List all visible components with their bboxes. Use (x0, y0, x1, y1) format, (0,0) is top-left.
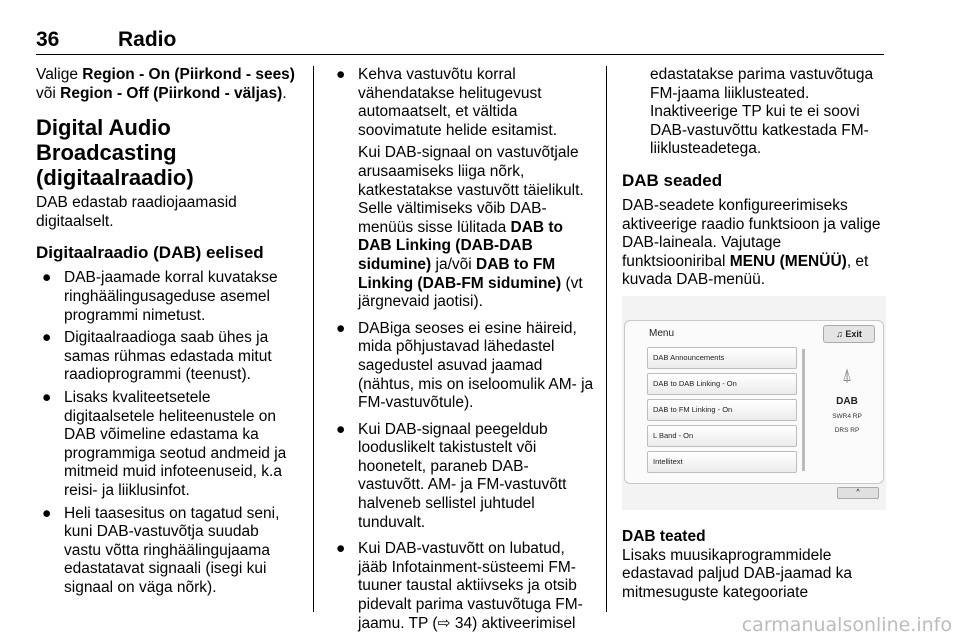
menu-item-dab-announcements[interactable]: DAB Announcements (647, 347, 797, 369)
bullet-icon: ● (42, 329, 52, 347)
menu-title: Menu (649, 328, 675, 339)
dab-dab-linking-option: DAB to DAB Linking (DAB-DAB sidumine) (358, 218, 564, 273)
column-3 (622, 66, 888, 290)
menu-item-dab-to-dab-linking[interactable]: DAB to DAB Linking - On (647, 373, 797, 395)
column-2 (330, 66, 594, 637)
bullet-icon: ● (336, 540, 346, 558)
menu-item-intellitext[interactable]: Intellitext (647, 451, 797, 473)
list-item: ● Kehva vastuvõtu korral vähendatakse helitugevust automaatselt, et vältida soovimatute helide esitamist. (336, 66, 558, 139)
heading-dab: Digital Audio Broadcasting (digitaalraadio) (36, 115, 194, 191)
region-on-option: Region - On (Piirkond - sees) (82, 66, 295, 83)
infotainment-screen (624, 320, 884, 496)
dab-notices-section (622, 528, 888, 602)
linking-paragraph: Kui DAB-signaal on vastuvõtjale arusaamiseks liiga nõrk, katkestatakse vastuvõtt täielikult. Selle vältimiseks võib DAB-menüüs sisse lülitada DAB to DAB Linking (DAB-DAB sidumine) ja/või DAB to FM Linking (DAB-FM sidumine) (vt järgnevaid jaotisi). (358, 144, 584, 311)
arrow-ref-icon: ⇨ (437, 614, 451, 632)
column-1 (36, 66, 298, 601)
bullet-icon: ● (42, 269, 52, 287)
bullet-icon: ● (42, 388, 52, 406)
list-item: ● Heli taasesitus on tagatud seni, kuni DAB-vastuvõtja suudab vastu võtta ringhäälingujaama edastatavat signaali (isegi kui signaal on väga nõrk). (42, 504, 280, 596)
menu-scrollbar[interactable] (802, 349, 805, 471)
chevron-up-icon: ^ (856, 489, 860, 496)
bullet-icon: ● (42, 504, 52, 522)
dab-station-panel (817, 361, 877, 461)
heading-dab-settings: DAB seaded (622, 170, 723, 190)
region-off-option: Region - Off (Piirkond - väljas) (60, 84, 283, 102)
menu-item-l-band[interactable]: L Band - On (647, 425, 797, 447)
bullet-icon: ● (336, 420, 346, 438)
list-item: ● Digitaalraadioga saab ühes ja samas rühmas edastada mitut raadioprogrammi (teenust). (42, 329, 272, 384)
list-item: ● Kui DAB-signaal peegeldub looduslikelt takistustelt või hoonetelt, paraneb DAB-vastuvõtt. AM- ja FM-vastuvõtt halveneb sellistel juhtudel tunduvalt. (336, 420, 567, 531)
dab-intro: DAB edastab raadiojaamasid digitaalselt. (36, 194, 237, 230)
list-item: ● Lisaks kvaliteetsetele digitaalsetele heliteenustele on DAB võimeline edastama ka programmiga seotud andmeid ja mitmeid muid infoteenuseid, k.a reisi- ja liiklusinfot. (42, 388, 287, 499)
page-number: 36 (36, 28, 60, 51)
exit-button[interactable]: ♫ Exit (823, 325, 875, 343)
subheading-dab-notices: DAB teated (622, 528, 706, 545)
list-item: ● DAB-jaamade korral kuvatakse ringhäälingusageduse asemel programmi nimetust. (42, 269, 278, 324)
menu-list (647, 347, 797, 477)
menu-button-label: MENU (MENÜÜ) (729, 252, 847, 270)
section-title: Radio (118, 28, 177, 51)
dab-fm-linking-option: DAB to FM Linking (DAB-FM sidumine) (358, 255, 562, 292)
music-note-icon: ♫ (836, 329, 843, 339)
menu-item-dab-to-fm-linking[interactable]: DAB to FM Linking - On (647, 399, 797, 421)
column-divider-2 (606, 66, 607, 612)
intro-paragraph: Valige Region - On (Piirkond - sees) või Region - Off (Piirkond - väljas). (36, 66, 295, 102)
dab-label: DAB (836, 396, 858, 407)
column-divider-1 (313, 66, 314, 612)
subheading-benefits: Digitaalraadio (DAB) eelised (36, 243, 264, 263)
watermark: carmanualsonline.info (741, 614, 952, 636)
bullet-icon: ● (336, 66, 346, 83)
tp-continued-paragraph: edastatakse parima vastuvõtuga FM-jaama liiklusteated. Inaktiveerige TP kui te ei soovi DAB-vastuvõttu katkestada FM-liiklusteadetega. (650, 66, 874, 158)
station-name-2: DRS RP (834, 427, 860, 434)
settings-paragraph: DAB-seadete konfigureerimiseks aktiveerige raadio funktsioon ja valige DAB-laineala. Vajutage funktsiooniribal MENU (MENÜÜ), et kuvada DAB-menüü. (622, 196, 881, 289)
bullet-icon: ● (336, 319, 346, 337)
list-item: ● DABiga seoses ei esine häireid, mida põhjustavad lähedastel sagedustel asuvad jaamad (nähtus, mis on iseloomulik AM- ja FM-vastuvõtule). (336, 319, 594, 412)
list-item: ● Kui DAB-vastuvõtt on lubatud, jääb Infotainment-süsteemi FM-tuuner taustal aktiivseks ja otsib pidevalt parima vastuvõtuga FM-jaamu. TP (⇨ 34) aktiveerimisel (336, 540, 583, 632)
notices-paragraph: Lisaks muusikaprogrammidele edastavad paljud DAB-jaamad ka mitmesuguste kategooriate (622, 546, 853, 601)
dab-menu-figure (622, 296, 886, 510)
collapse-button[interactable] (837, 487, 879, 499)
page-header (36, 28, 884, 54)
header-rule (36, 54, 884, 55)
station-name-1: SWR4 RP (832, 413, 862, 420)
broadcast-antenna-icon: ⍋ (841, 365, 853, 385)
